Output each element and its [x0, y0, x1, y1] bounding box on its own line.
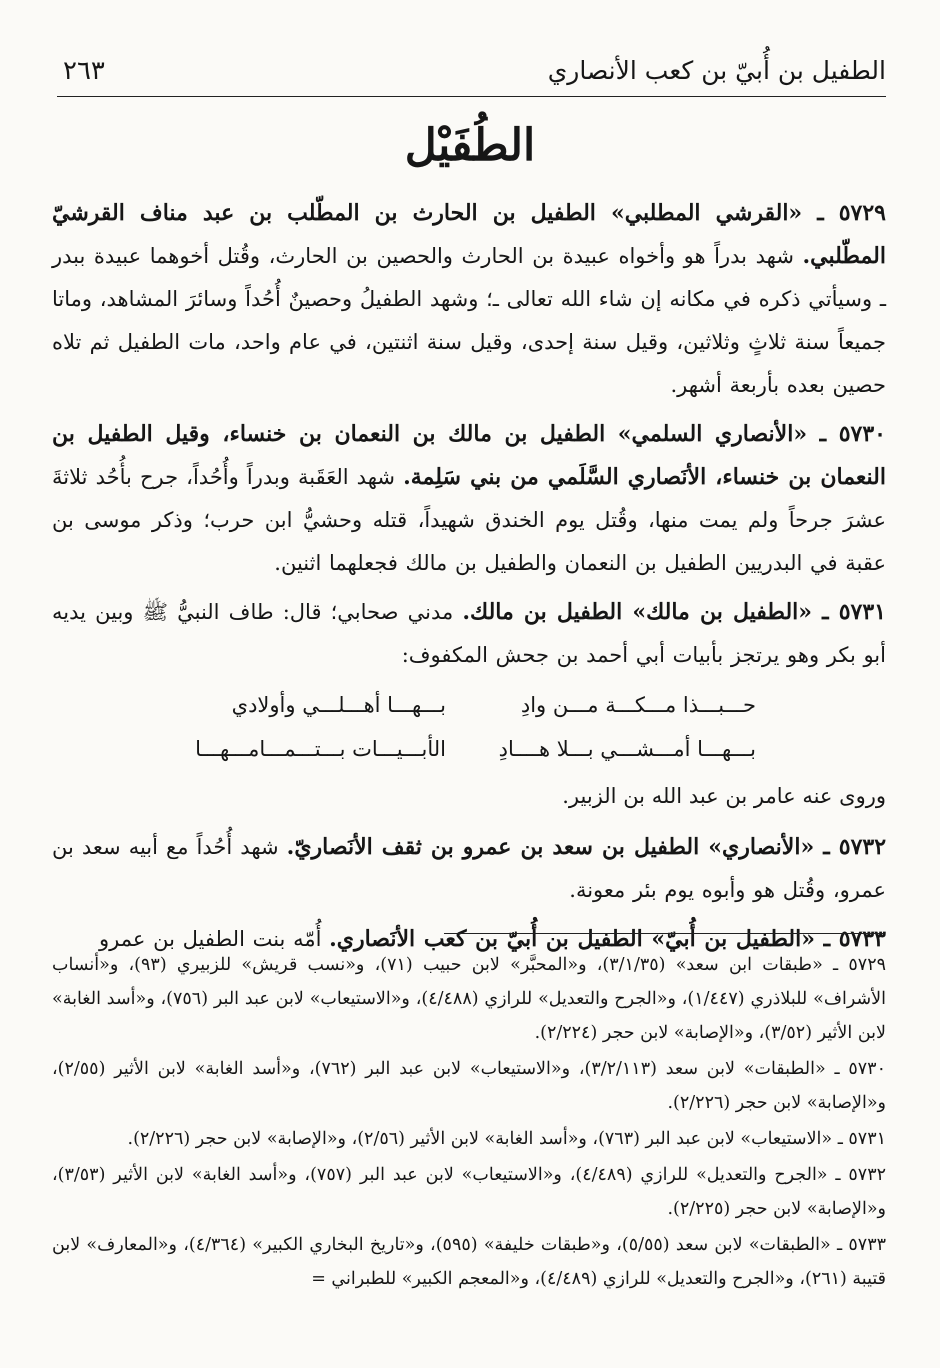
entry-body: شهد أُحُداً مع أبيه سعد بن عمرو، وقُتل هو وأبوه يوم بئر معونة.	[52, 835, 886, 902]
entry-head: ٥٧٣٠ ـ «الأنصاري السلمي» الطفيل بن مالك بن النعمان بن خنساء، وقيل الطفيل بن النعمان بن خنساء، الأنَصاري السَّلَمي من بني سَلِمة.	[52, 421, 886, 490]
entry-body: شهد العَقَبة وبدراً وأُحُداً، جرح بأُحُد ثلاثةَ عشرَ جرحاً ولم يمت منها، وقُتل يوم الخندق شهيداً، قتله وحشيُّ ابن حرب؛ وذكر موسى بن عقبة في البدريين الطفيل بن النعمان والطفيل بن مالك فجعلهما اثنين.	[52, 465, 886, 575]
entry-body: مدني صحابي؛ قال: طاف النبيُّ ﷺ وبين يديه أبو بكر وهو يرتجز بأبيات أبي أحمد بن جحش المكفوف:	[52, 600, 886, 667]
footnote-5732: ٥٧٣٢ ـ «الجرح والتعديل» للرازي (٤/٤٨٩)، و«الاستيعاب» لابن عبد البر (٧٥٧)، و«أسد الغابة» لابن الأثير (٣/٥٣)، و«الإصابة» لابن حجر (٢/٢٢٥).	[52, 1165, 886, 1219]
section-heading: الطُفَيْل	[404, 120, 536, 171]
poem-verse	[52, 727, 886, 771]
poem-verse	[52, 683, 886, 727]
entry-body: أُمّه بنت الطفيل بن عمرو	[99, 927, 330, 951]
running-header	[57, 50, 886, 97]
entry-5732	[52, 826, 886, 912]
entries	[52, 192, 886, 967]
poem	[52, 683, 886, 771]
footnote-5731: ٥٧٣١ ـ «الاستيعاب» لابن عبد البر (٧٦٣)، و«أسد الغابة» لابن الأثير (٢/٥٦)، و«الإصابة» لابن حجر (٢/٢٢٦).	[127, 1129, 886, 1149]
entry-head: ٥٧٣٢ ـ «الأنصاري» الطفيل بن سعد بن عمرو بن ثقف الأنَصاريّ.	[286, 834, 887, 860]
entry-5729	[52, 192, 886, 407]
running-title: الطفيل بن أُبيّ بن كعب الأنصاري	[547, 56, 886, 85]
entry-body: شهد بدراً هو وأخواه عبيدة بن الحارث والحصين بن الحارث، وقُتل أخوهما عبيدة ببدر ـ وسيأتي ذكره في مكانه إن شاء الله تعالى ـ؛ وشهد الطفيلُ وحصينٌ أُحُداً وسائرَ المشاهد، وماتا جميعاً سنة ثلاثٍ وثلاثين، وقيل سنة إحدى، وقيل سنة اثنتين، في عام واحد، مات الطفيل ثم تلاه حصين بعده بأربعة أشهر.	[52, 244, 886, 397]
entry-5731	[52, 591, 886, 677]
footnotes	[52, 948, 886, 1298]
entry-head: ٥٧٣١ ـ «الطفيل بن مالك» الطفيل بن مالك.	[462, 599, 886, 625]
footnote-separator	[444, 933, 884, 934]
entry-head: ٥٧٢٩ ـ «القرشي المطلبي» الطفيل بن الحارث بن المطّلب بن عبد مناف القرشيّ المطّلبي.	[52, 200, 886, 269]
footnote-5729: ٥٧٢٩ ـ «طبقات ابن سعد» (٣/١/٣٥)، و«المحبَّر» لابن حبيب (٧١)، و«نسب قريش» للزبيري (٩٣)، و«أنساب الأشراف» للبلاذري (١/٤٤٧)، و«الجرح والتعديل» للرازي (٤/٤٨٨)، و«الاستيعاب» لابن عبد البر (٧٥٦)، و«أسد الغابة» لابن الأثير (٣/٥٢)، و«الإصابة» لابن حجر (٢/٢٢٤).	[52, 955, 886, 1043]
footnote-5730: ٥٧٣٠ ـ «الطبقات» لابن سعد (٣/٢/١١٣)، و«الاستيعاب» لابن عبد البر (٧٦٢)، و«أسد الغابة» لابن الأثير (٢/٥٥)، و«الإصابة» لابن حجر (٢/٢٢٦).	[52, 1059, 886, 1113]
hemistich-first: حـــبـــذا مـــكـــة مـــن وادِ	[520, 693, 756, 717]
narration-line: وروى عنه عامر بن عبد الله بن الزبير.	[562, 784, 886, 808]
entry-head: ٥٧٣٣ ـ «الطفيل بن أُبيّ» الطفيل بن أُبيّ بن كعب الأنَصاري.	[329, 926, 886, 952]
footnote-5733: ٥٧٣٣ ـ «الطبقات» لابن سعد (٥/٥٥)، و«طبقات خليفة» (٥٩٥)، و«تاريخ البخاري الكبير» (٤/٣٦٤)، و«المعارف» لابن قتيبة (٢٦١)، و«الجرح والتعديل» للرازي (٤/٤٨٩)، و«المعجم الكبير» للطبراني =	[52, 1235, 886, 1289]
entry-5730	[52, 413, 886, 585]
page-number: ٢٦٣	[63, 56, 105, 86]
hemistich-first: بـــهـــا أمـــشـــي بـــلا هــــادِ	[498, 737, 756, 761]
hemistich-second: الأبـــيـــات بـــتـــمـــامـــهـــا	[195, 737, 446, 761]
hemistich-second: بـــهـــا أهـــلـــي وأولادي	[231, 693, 446, 717]
